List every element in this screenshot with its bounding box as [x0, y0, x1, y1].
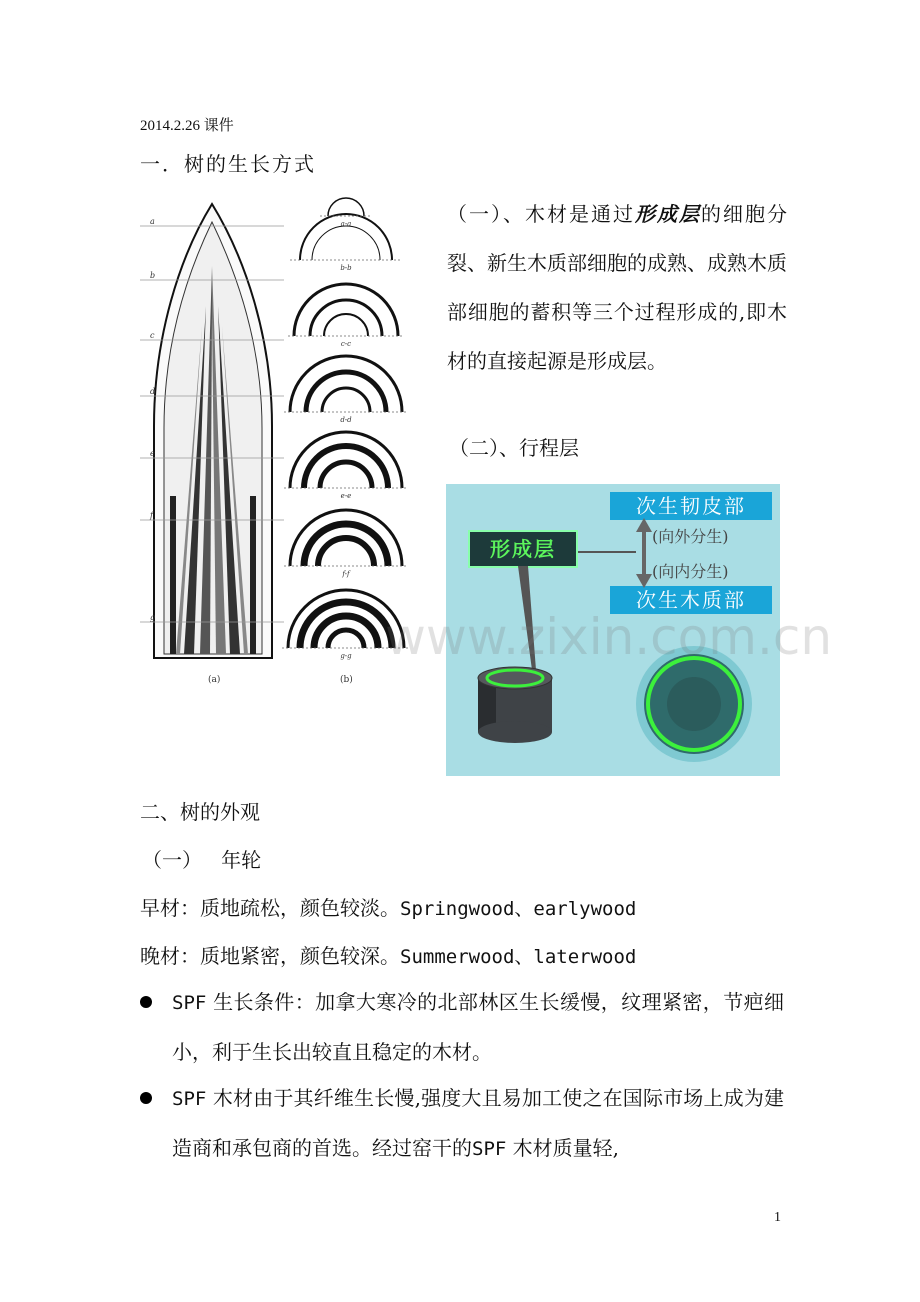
caption-a: (a) [208, 675, 221, 685]
section-1-heading: 一．树的生长方式 [140, 152, 316, 176]
cross-label-e: e-e [340, 492, 352, 500]
secondary-xylem-label: 次生木质部 [610, 586, 772, 614]
latewood-line: 晚材：质地紧密，颜色较深。Summerwood、laterwood [140, 944, 637, 968]
bullet-dot-icon [140, 1092, 152, 1104]
cross-label-a: a-a [340, 220, 352, 228]
cone-label-g: g [150, 613, 156, 622]
section-1-subheading-2: （二）、行程层 [449, 436, 579, 460]
cone-label-d: d [150, 387, 156, 396]
arrow-up-icon [636, 518, 652, 532]
cone-label-c: c [150, 331, 155, 340]
watermark: www.zixin.com.cn [385, 608, 833, 666]
bullet-dot-icon [140, 996, 152, 1008]
section-1-paragraph: （一）、木材是通过形成层的细胞分裂、新生木质部细胞的成熟、成熟木质部细胞的蓄积等三个过程形成的,即木材的直接起源是形成层。 [447, 202, 787, 373]
bullet-item-2: SPF 木材由于其纤维生长慢,强度大且易加工使之在国际市场上成为建造商和承包商的首选。经过窑干的SPF 木材质量轻, [172, 1086, 784, 1160]
tree-growth-diagram [140, 196, 420, 686]
section-2-heading: 二、树的外观 [140, 800, 260, 824]
cross-label-g: g-g [340, 652, 352, 660]
cross-label-d: d-d [340, 416, 352, 424]
cone-label-f: f [150, 511, 153, 520]
cone-label-b: b [150, 271, 156, 280]
inward-label: (向内分生) [652, 562, 729, 581]
outward-label: (向外分生) [652, 527, 729, 546]
emphasis-cambium: 形成层 [635, 202, 701, 226]
page-number: 1 [774, 1210, 781, 1225]
earlywood-line: 早材：质地疏松，颜色较淡。Springwood、earlywood [140, 896, 637, 920]
section-2-subheading-1: （一） 年轮 [142, 848, 262, 872]
cross-label-b: b-b [340, 264, 352, 272]
cone-label-e: e [150, 449, 155, 458]
document-date: 2014.2.26 课件 [140, 118, 234, 134]
cross-label-f: f-f [342, 570, 350, 578]
cross-label-c: c-c [340, 340, 352, 348]
caption-b: (b) [340, 675, 353, 685]
cambium-label: 形成层 [468, 530, 578, 568]
arrow-down-icon [636, 574, 652, 588]
cone-label-a: a [150, 217, 155, 226]
bullet-item-1: SPF 生长条件：加拿大寒冷的北部林区生长缓慢，纹理紧密，节疤细小，利于生长出较直且稳定的木材。 [172, 990, 784, 1064]
secondary-phloem-label: 次生韧皮部 [610, 492, 772, 520]
